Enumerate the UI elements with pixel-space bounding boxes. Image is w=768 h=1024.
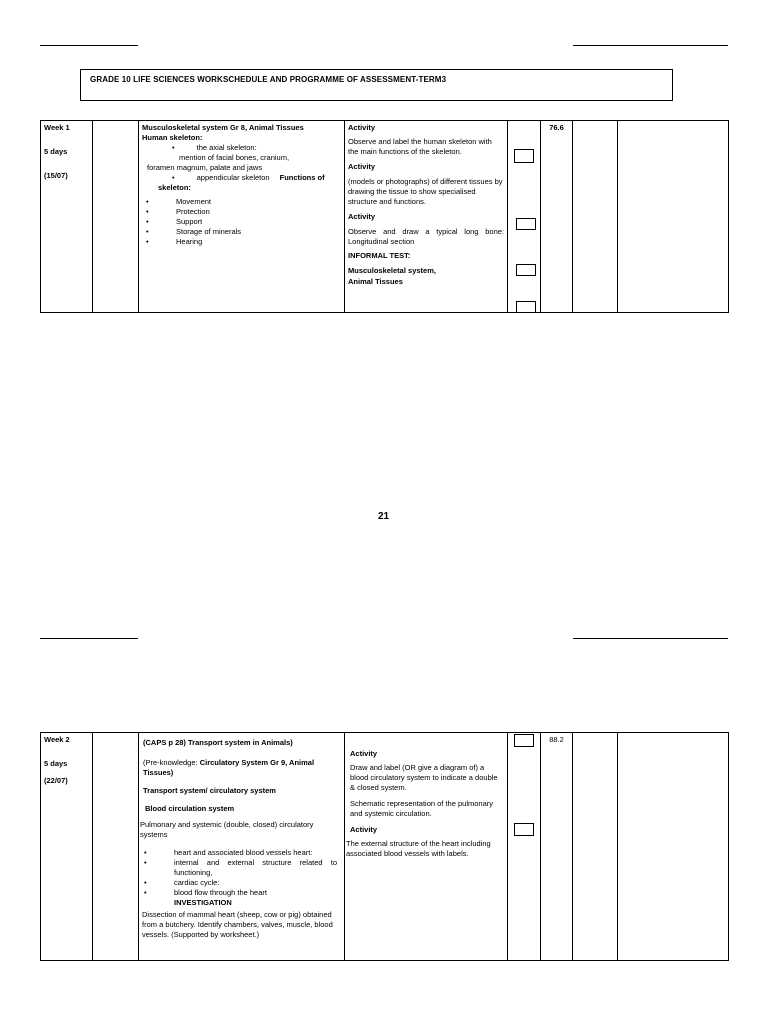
week1-topic-sub: Human skeleton: — [142, 133, 203, 142]
week1-act3-text: Observe and draw a typical long bone: Longitudinal section — [348, 227, 504, 246]
week2-topic-cell — [139, 733, 345, 961]
list-item: • Protection — [142, 207, 341, 217]
week2-empty-cell — [93, 733, 139, 961]
week1-date: (15/07) — [44, 171, 68, 180]
week1-checkbox-2[interactable] — [516, 218, 536, 230]
week2-checkbox-cell — [508, 733, 541, 961]
week1-percent-cell — [541, 121, 573, 313]
week1-week-cell — [41, 121, 93, 313]
week1-test-line2: Animal Tissues — [348, 277, 403, 286]
week2-act1-heading: Activity — [350, 749, 378, 758]
week2-row — [41, 733, 729, 961]
list-item: • Movement — [142, 197, 341, 207]
week1-axial-detail2: foramen magnum, palate and jaws — [147, 163, 263, 172]
week1-checkbox-4[interactable] — [516, 301, 536, 313]
week1-table — [40, 120, 729, 313]
week2-blood-heading: Blood circulation system — [145, 804, 235, 813]
page-number: 21 — [378, 511, 390, 522]
week2-act2-text: The external structure of the heart including associated blood vessels with labels. — [346, 839, 491, 858]
list-item: • internal and external structure related to functioning, — [140, 858, 337, 878]
week1-row — [41, 121, 729, 313]
week1-topic-title: Musculoskeletal system Gr 8, Animal Tissues — [142, 123, 304, 132]
list-item: • blood flow through the heart — [140, 888, 337, 898]
header-rule-left — [40, 45, 138, 46]
list-item: • Storage of minerals — [142, 227, 341, 237]
week1-act1-text: Observe and label the human skeleton with the main functions of the skeleton. — [348, 137, 492, 156]
week1-act3-heading: Activity — [348, 212, 376, 221]
week2-activity-cell — [345, 733, 508, 961]
week1-days: 5 days — [44, 147, 68, 156]
list-item: • Support — [142, 217, 341, 227]
week2-preknowledge: (Pre-knowledge: Circulatory System Gr 9, Animal Tissues) — [143, 758, 315, 777]
list-item: • heart and associated blood vessels heart: — [140, 848, 337, 858]
week2-empty-cell-3 — [618, 733, 729, 961]
week2-caps: (CAPS p 28) Transport system in Animals) — [143, 738, 293, 747]
week2-transport-heading: Transport system/ circulatory system — [143, 786, 276, 795]
week1-empty-cell-3 — [618, 121, 729, 313]
week1-label: Week 1 — [44, 123, 70, 132]
week1-percent: 76.6 — [549, 123, 564, 132]
week2-empty-cell-2 — [573, 733, 618, 961]
week1-axial-item: • the axial skeleton: — [172, 143, 257, 152]
week2-percent: 88.2 — [549, 735, 564, 744]
week1-act1-heading: Activity — [348, 123, 376, 132]
week1-axial-detail1: mention of facial bones, cranium, — [179, 153, 290, 162]
week2-label: Week 2 — [44, 735, 70, 744]
title-box — [80, 69, 673, 101]
week1-empty-cell-2 — [573, 121, 618, 313]
week2-table — [40, 732, 729, 961]
week1-act2-text: (models or photographs) of different tissues by drawing the tissue to show specialised structure and functions. — [348, 177, 503, 206]
week1-checkbox-1[interactable] — [514, 149, 534, 163]
week1-test-heading: INFORMAL TEST: — [348, 251, 411, 260]
week2-week-cell — [41, 733, 93, 961]
week2-checkbox-1[interactable] — [514, 734, 534, 747]
week1-checkbox-cell — [508, 121, 541, 313]
week2-act1-text: Draw and label (OR give a diagram of) a blood circulatory system to indicate a double & closed system. — [350, 763, 498, 792]
header-rule-right — [573, 45, 728, 46]
week1-functions-heading: skeleton: — [158, 183, 191, 192]
header-rule-right-2 — [573, 638, 728, 639]
list-item: • cardiac cycle: — [140, 878, 337, 888]
page-title: GRADE 10 LIFE SCIENCES WORKSCHEDULE AND PROGRAMME OF ASSESSMENT-TERM3 — [90, 75, 447, 84]
week2-checkbox-2[interactable] — [514, 823, 534, 836]
week2-bullet-list — [140, 848, 341, 898]
week1-topic-cell — [139, 121, 345, 313]
week1-activity-cell — [345, 121, 508, 313]
week1-checkbox-3[interactable] — [516, 264, 536, 276]
week1-act2-heading: Activity — [348, 162, 376, 171]
week2-investigation: INVESTIGATION — [174, 898, 232, 907]
week2-act2-heading: Activity — [350, 825, 378, 834]
week2-pulmonary: Pulmonary and systemic (double, closed) circulatory systems — [140, 820, 314, 839]
week2-dissection: Dissection of mammal heart (sheep, cow or pig) obtained from a butchery. Identify chambers, valves, muscle, blood vessels. (Supported by worksheet.) — [142, 910, 333, 939]
week1-empty-cell — [93, 121, 139, 313]
week1-test-line1: Musculoskeletal system, — [348, 266, 436, 275]
week2-percent-cell — [541, 733, 573, 961]
week2-act1-extra: Schematic representation of the pulmonary and systemic circulation. — [350, 799, 493, 818]
list-item: • Hearing — [142, 237, 341, 247]
week1-functions-list — [142, 197, 341, 247]
week2-date: (22/07) — [44, 776, 68, 785]
header-rule-left-2 — [40, 638, 138, 639]
week2-days: 5 days — [44, 759, 68, 768]
week1-appendicular-item: • appendicular skeleton Functions of — [172, 173, 325, 182]
